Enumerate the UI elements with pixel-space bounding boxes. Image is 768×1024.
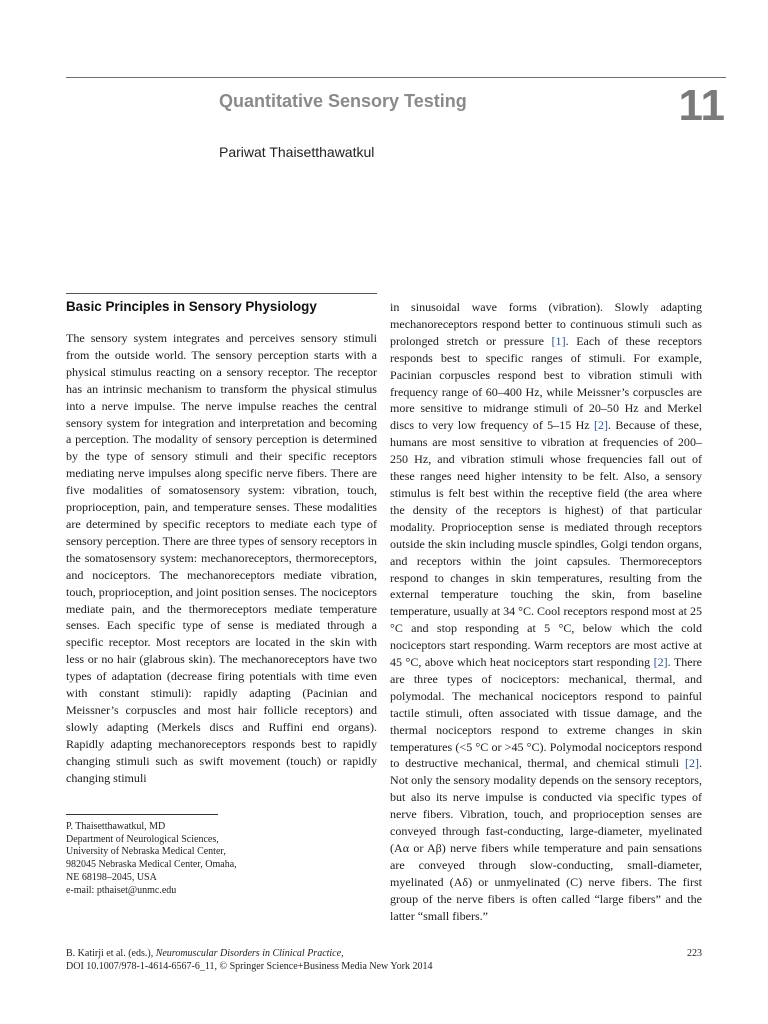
footer-citation-suffix: ,	[341, 948, 344, 959]
text-run: . Because of these, humans are most sensitive to vibration at frequencies of 200–250 Hz, and vibration stimuli whose frequencies fall out of these ranges need higher intensity to be felt. Also, a sensory stimulus is felt best within the receptive field (the area where the density of the receptors is highest) of that particular modality. Proprioception sense is mediated through receptors outside the skin including muscle spindles, Golgi tendon organs, and receptors within the joint capsules. Thermoreceptors respond to changes in skin temperatures, resulting from the external temperature touching the skin, from baseline temperature, usually at 34 °C. Cool receptors respond most at 25 °C and stop responding at 5 °C, below which the cold nociceptors start responding. Warm receptors are most active at 45 °C, above which heat nociceptors start responding	[390, 418, 702, 670]
body-paragraph-continued	[390, 299, 702, 925]
footnote-line: NE 68198–2045, USA	[66, 871, 157, 883]
page-footer	[66, 948, 432, 974]
citation-link[interactable]: [1]	[551, 333, 566, 348]
author-affiliation-footnote	[66, 821, 237, 897]
citation-link[interactable]: [2]	[593, 418, 609, 433]
footer-doi: DOI 10.1007/978-1-4614-6567-6_11, © Springer Science+Business Media New York 2014	[66, 960, 433, 972]
footnote-rule	[66, 814, 218, 815]
body-column-right	[390, 299, 702, 925]
text-run: . Each of these receptors responds best to specific ranges of stimuli. For example, Pacinian corpuscles respond best to vibration stimuli with frequency range of 60–400 Hz, while Meissner’s corpuscles are more sensitive to midrange stimuli of 20–50 Hz and Merkel discs to very low frequency of 5–15 Hz	[390, 333, 702, 433]
footnote-line: Department of Neurological Sciences,	[66, 833, 219, 845]
section-heading: Basic Principles in Sensory Physiology	[66, 299, 317, 314]
section-rule	[66, 293, 377, 294]
footer-book-title: Neuromuscular Disorders in Clinical Practice	[155, 948, 342, 959]
citation-link[interactable]: [2]	[653, 655, 668, 670]
footnote-email[interactable]: e-mail: pthaiset@unmc.edu	[66, 884, 177, 896]
page-number: 223	[687, 948, 702, 959]
chapter-number: 11	[678, 81, 725, 130]
footer-citation-prefix: B. Katirji et al. (eds.),	[66, 948, 156, 959]
text-run: in sinusoidal wave forms (vibration). Slowly adapting mechanoreceptors respond better to continuous stimuli such as prolonged stretch or pressure	[390, 300, 702, 348]
text-run: . Not only the sensory modality depends on the sensory receptors, but also its nerve impulse is conducted via specific types of nerve fibers. Vibration, touch, and proprioception senses are conveyed through fast-conducting, large-diameter, myelinated (Aα or Aβ) nerve fibers while temperature and pain sensations are conveyed through slow-conducting, small-diameter, myelinated (Aδ) or unmyelinated (C) nerve fibers. The first group of the nerve fibers is often called “large fibers” and the latter “small fibers.”	[390, 756, 702, 923]
footnote-line: P. Thaisetthawatkul, MD	[66, 821, 166, 832]
header-rule	[66, 77, 726, 78]
chapter-title: Quantitative Sensory Testing	[219, 91, 467, 111]
body-paragraph: The sensory system integrates and perceives sensory stimuli from the outside world. The sensory perception starts with a physical stimulus reacting on a sensory receptor. The receptor has an intrinsic mechanism to transform the physical stimulus into a nerve impulse. The nerve impulse reaches the central sensory system for integration and interpretation and becoming a perception. The modality of sensory perception is determined by the type of sensory stimuli and their specific receptors mediating nerve impulses along specific nerve fibers. There are five modalities of somatosensory system: vibration, touch, proprioception, pain, and temperature senses. These modalities are determined by specific receptors to mediate each type of sensory perception. There are three types of sensory receptors in the somatosensory system: mechanoreceptors, thermoreceptors, and nociceptors. The mechanoreceptors mediate vibration, touch, proprioception, and joint position senses. The nociceptors mediate pain, and the thermoreceptors mediate temperature senses. Each specific type of sense is mediated through a specific receptor. Most receptors are located in the skin with less or no hair (glabrous skin). The mechanoreceptors have two types of adaptation (decrease firing potentials with time even with constant stimuli): rapidly adapting (Pacinian and Meissner’s corpuscles and most hair follicle receptors) and slowly adapting (Merkels discs and Ruffini end organs). Rapidly adapting mechanoreceptors responds best to rapidly changing stimuli such as swift movement (touch) or rapidly changing stimuli	[66, 331, 377, 785]
chapter-author: Pariwat Thaisetthawatkul	[219, 144, 375, 160]
footer-citation	[66, 948, 432, 961]
footnote-line: University of Nebraska Medical Center,	[66, 846, 226, 858]
text-run: . There are three types of nociceptors: mechanical, thermal, and polymodal. The mechanical nociceptors respond to painful tactile stimuli, often associated with tissue damage, and the thermal nociceptors respond to extreme changes in skin temperatures (<5 °C or >45 °C). Polymodal nociceptors respond to destructive mechanical, thermal, and chemical stimuli	[390, 655, 702, 771]
body-column-left	[66, 330, 377, 786]
citation-link[interactable]: [2]	[684, 756, 699, 771]
footnote-line: 982045 Nebraska Medical Center, Omaha,	[66, 859, 237, 871]
